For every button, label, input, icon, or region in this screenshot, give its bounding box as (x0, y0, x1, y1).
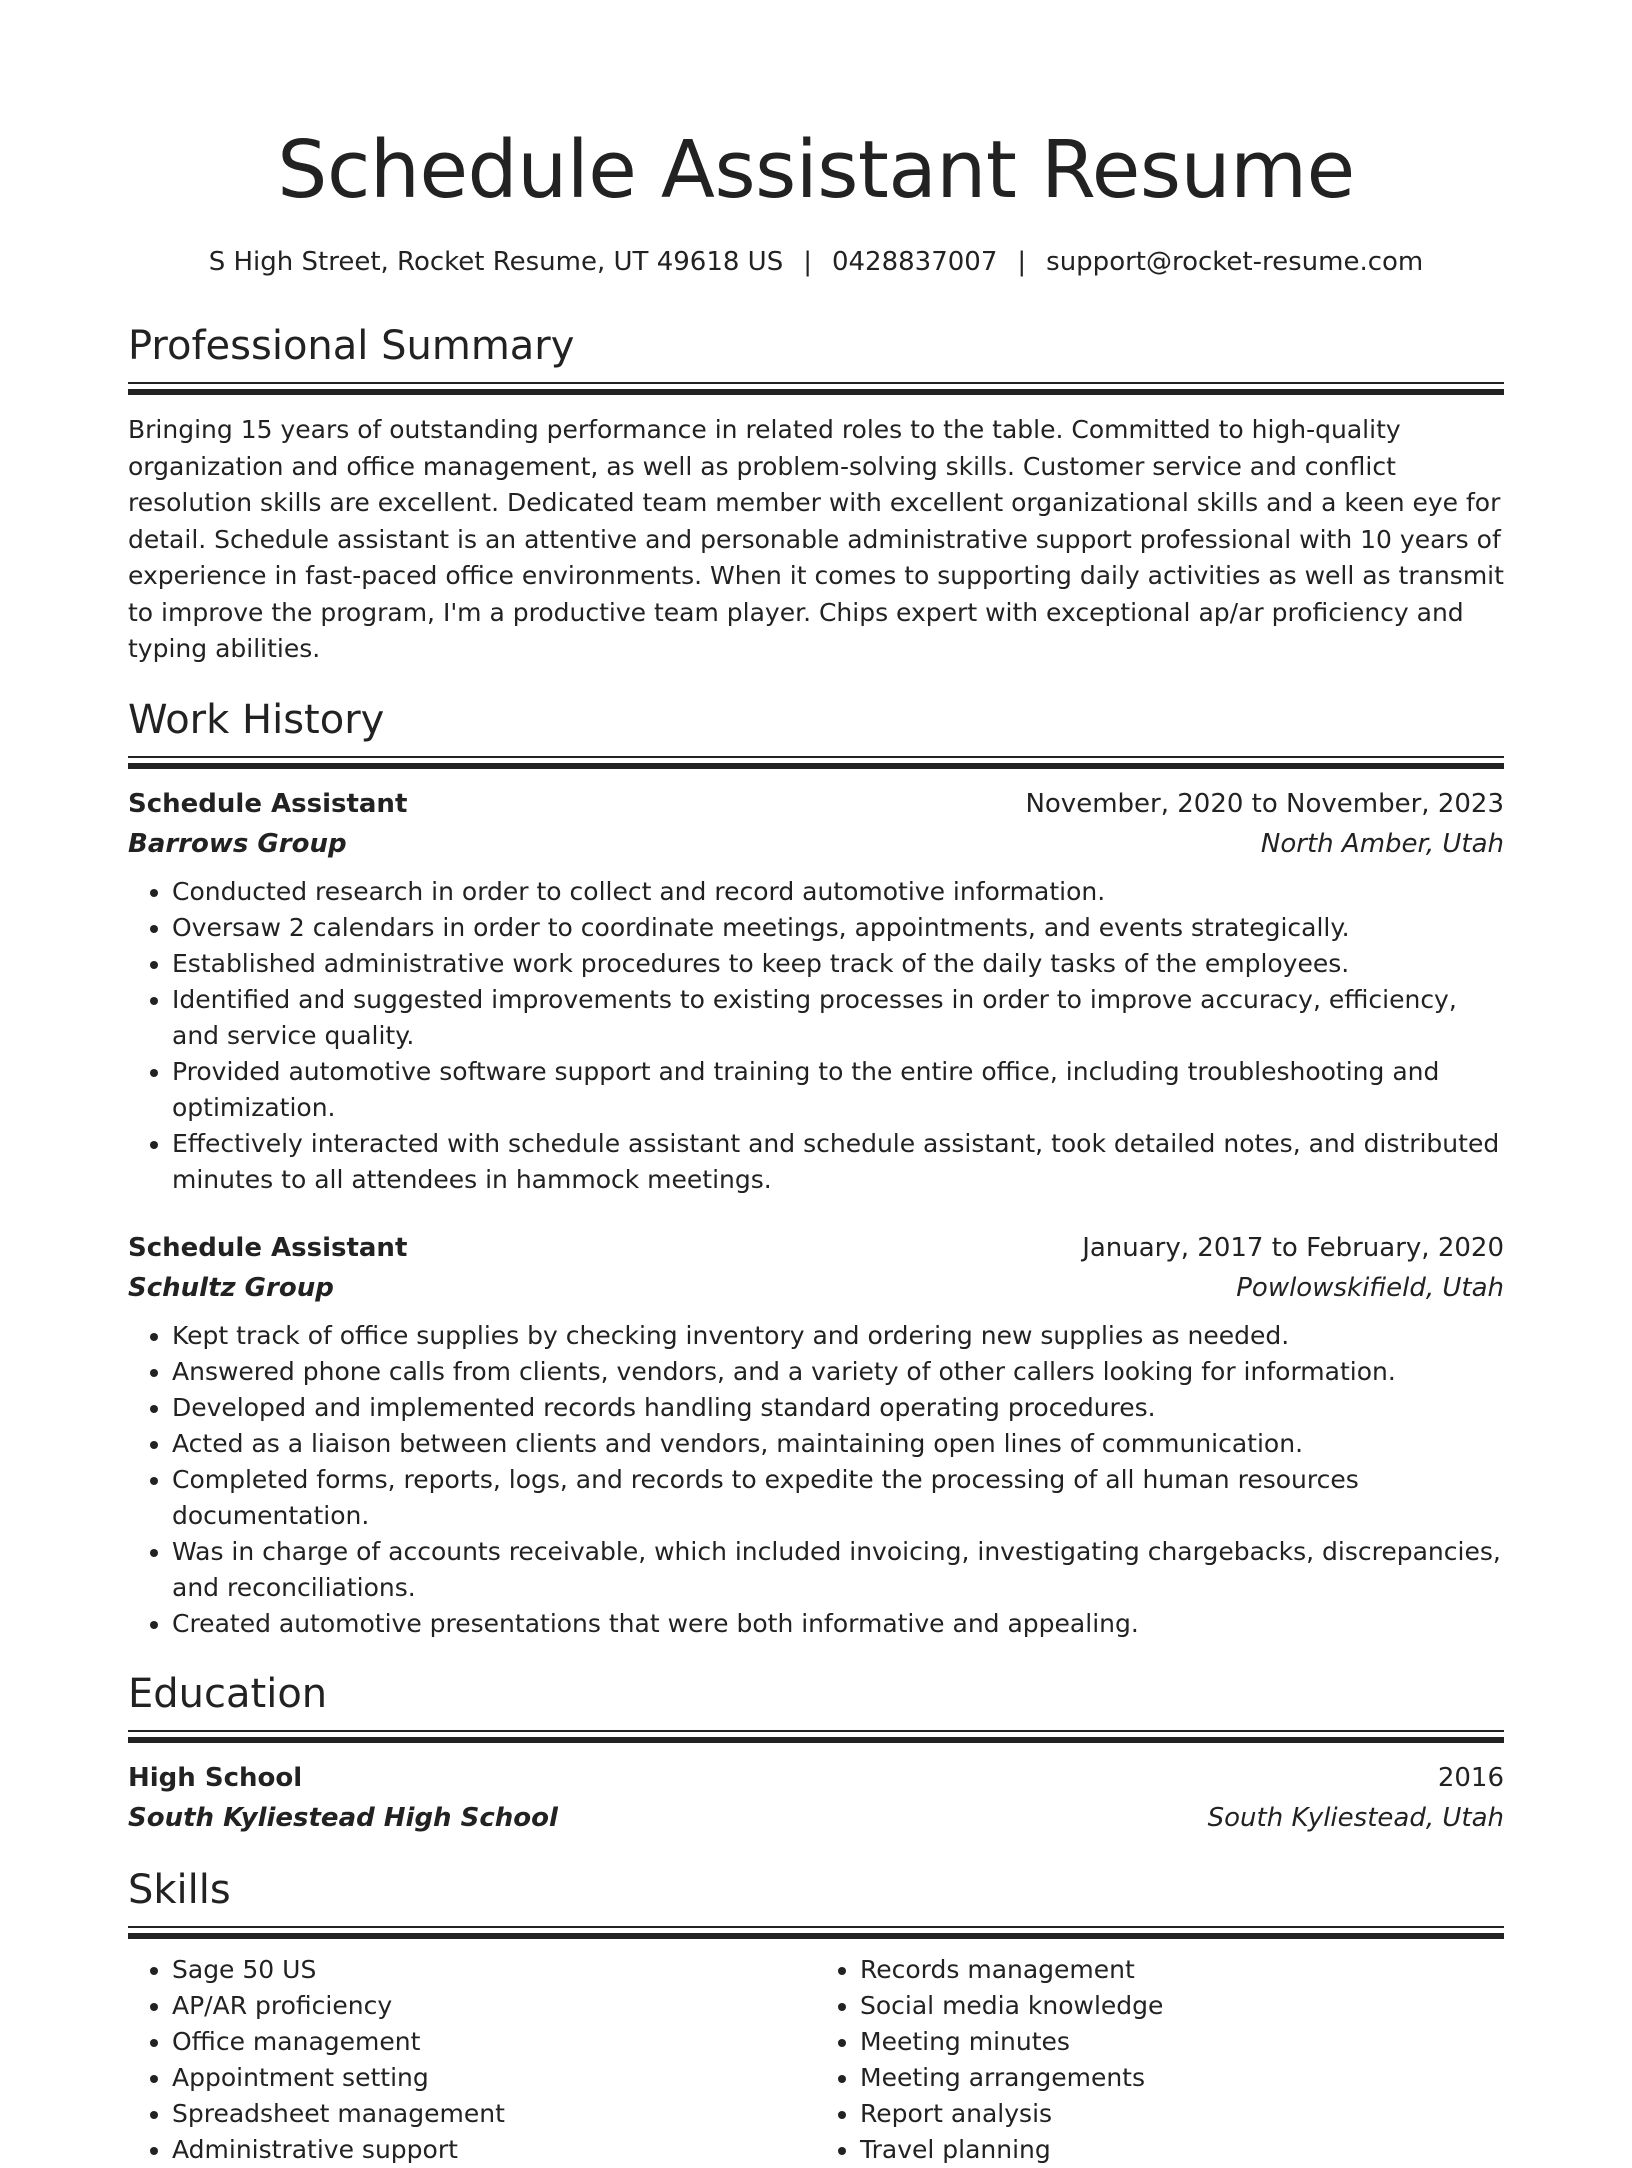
section-divider (128, 1730, 1504, 1744)
list-item: • Developed and implemented records handling standard operating procedures. (172, 1390, 1504, 1426)
skill-item: • Administrative support (172, 2132, 816, 2168)
section-title-education: Education (128, 1670, 328, 1717)
graduation-year: 2016 (1437, 1762, 1504, 1793)
job-bullets (128, 1318, 1504, 1642)
skills-section (128, 1864, 1504, 2168)
job-location: Powlowskifield, Utah (1236, 1272, 1504, 1303)
section-divider (128, 382, 1504, 396)
education-section (128, 1668, 1504, 1838)
job-dates: January, 2017 to February, 2020 (1082, 1232, 1504, 1263)
list-item: • Acted as a liaison between clients and vendors, maintaining open lines of communication. (172, 1426, 1504, 1462)
skill-item: • Report analysis (860, 2096, 1504, 2132)
email: support@rocket-resume.com (1046, 247, 1424, 277)
work-history-section (128, 694, 1504, 1642)
skill-item: • Social media knowledge (860, 1988, 1504, 2024)
contact-separator: | (803, 247, 812, 277)
section-title-skills: Skills (128, 1866, 231, 1913)
skills-column-right (816, 1952, 1504, 2168)
list-item: • Effectively interacted with schedule assistant and schedule assistant, took detailed notes, and distributed minutes to all attendees in hammock meetings. (172, 1126, 1504, 1198)
job-dates: November, 2020 to November, 2023 (1025, 788, 1504, 819)
school-location: South Kyliestead, Utah (1207, 1802, 1504, 1833)
skill-item: • Meeting arrangements (860, 2060, 1504, 2096)
list-item: • Conducted research in order to collect and record automotive information. (172, 874, 1504, 910)
skills-column-left (128, 1952, 816, 2168)
list-item: • Answered phone calls from clients, vendors, and a variety of other callers looking for information. (172, 1354, 1504, 1390)
job-entry (128, 1228, 1504, 1642)
skill-item: • Spreadsheet management (172, 2096, 816, 2132)
skill-item: • Office management (172, 2024, 816, 2060)
skill-item: • Appointment setting (172, 2060, 816, 2096)
summary-section (128, 320, 1504, 668)
phone: 0428837007 (831, 247, 998, 277)
list-item: • Provided automotive software support and training to the entire office, including troubleshooting and optimization. (172, 1054, 1504, 1126)
skill-item: • Travel planning (860, 2132, 1504, 2168)
list-item: • Identified and suggested improvements to existing processes in order to improve accuracy, efficiency, and service quality. (172, 982, 1504, 1054)
section-title-work-history: Work History (128, 696, 385, 743)
list-item: • Completed forms, reports, logs, and records to expedite the processing of all human resources documentation. (172, 1462, 1504, 1534)
degree: High School (128, 1762, 303, 1793)
skills-list (128, 1952, 1504, 2168)
list-item: • Was in charge of accounts receivable, which included invoicing, investigating chargebacks, discrepancies, and reconciliations. (172, 1534, 1504, 1606)
section-divider (128, 756, 1504, 770)
employer-name: Barrows Group (128, 828, 347, 859)
job-bullets (128, 874, 1504, 1198)
school-name: South Kyliestead High School (128, 1802, 558, 1833)
skill-item: • AP/AR proficiency (172, 1988, 816, 2024)
skill-item: • Meeting minutes (860, 2024, 1504, 2060)
contact-separator: | (1017, 247, 1027, 277)
summary-text: Bringing 15 years of outstanding performance in related roles to the table. Committed to high-quality organization and office management, as well as problem-solving skills. Customer service and conflict resolution skills are excellent. Dedicated team member with excellent organizational skills and a keen eye for detail. Schedule assistant is an attentive and personable administrative support professional with 10 years of experience in fast-paced office environments. When it comes to supporting daily activities as well as transmit to improve the program, I'm a productive team player. Chips expert with exceptional ap/ar proficiency and typing abilities. (128, 415, 1504, 663)
skill-item: • Sage 50 US (172, 1952, 816, 1988)
job-entry (128, 784, 1504, 1198)
list-item: • Kept track of office supplies by checking inventory and ordering new supplies as needed. (172, 1318, 1504, 1354)
list-item: • Created automotive presentations that were both informative and appealing. (172, 1606, 1504, 1642)
job-title: Schedule Assistant (128, 1232, 408, 1263)
address: S High Street, Rocket Resume, UT 49618 US (208, 247, 784, 277)
section-title-summary: Professional Summary (128, 323, 575, 369)
job-title: Schedule Assistant (128, 788, 408, 819)
resume-title: Schedule Assistant Resume (277, 124, 1355, 216)
list-item: • Oversaw 2 calendars in order to coordinate meetings, appointments, and events strategically. (172, 910, 1504, 946)
employer-name: Schultz Group (128, 1272, 334, 1303)
skill-item: • Records management (860, 1952, 1504, 1988)
section-divider (128, 1926, 1504, 1940)
list-item: • Established administrative work procedures to keep track of the daily tasks of the employees. (172, 946, 1504, 982)
job-location: North Amber, Utah (1260, 828, 1504, 859)
contact-line (128, 244, 1504, 280)
